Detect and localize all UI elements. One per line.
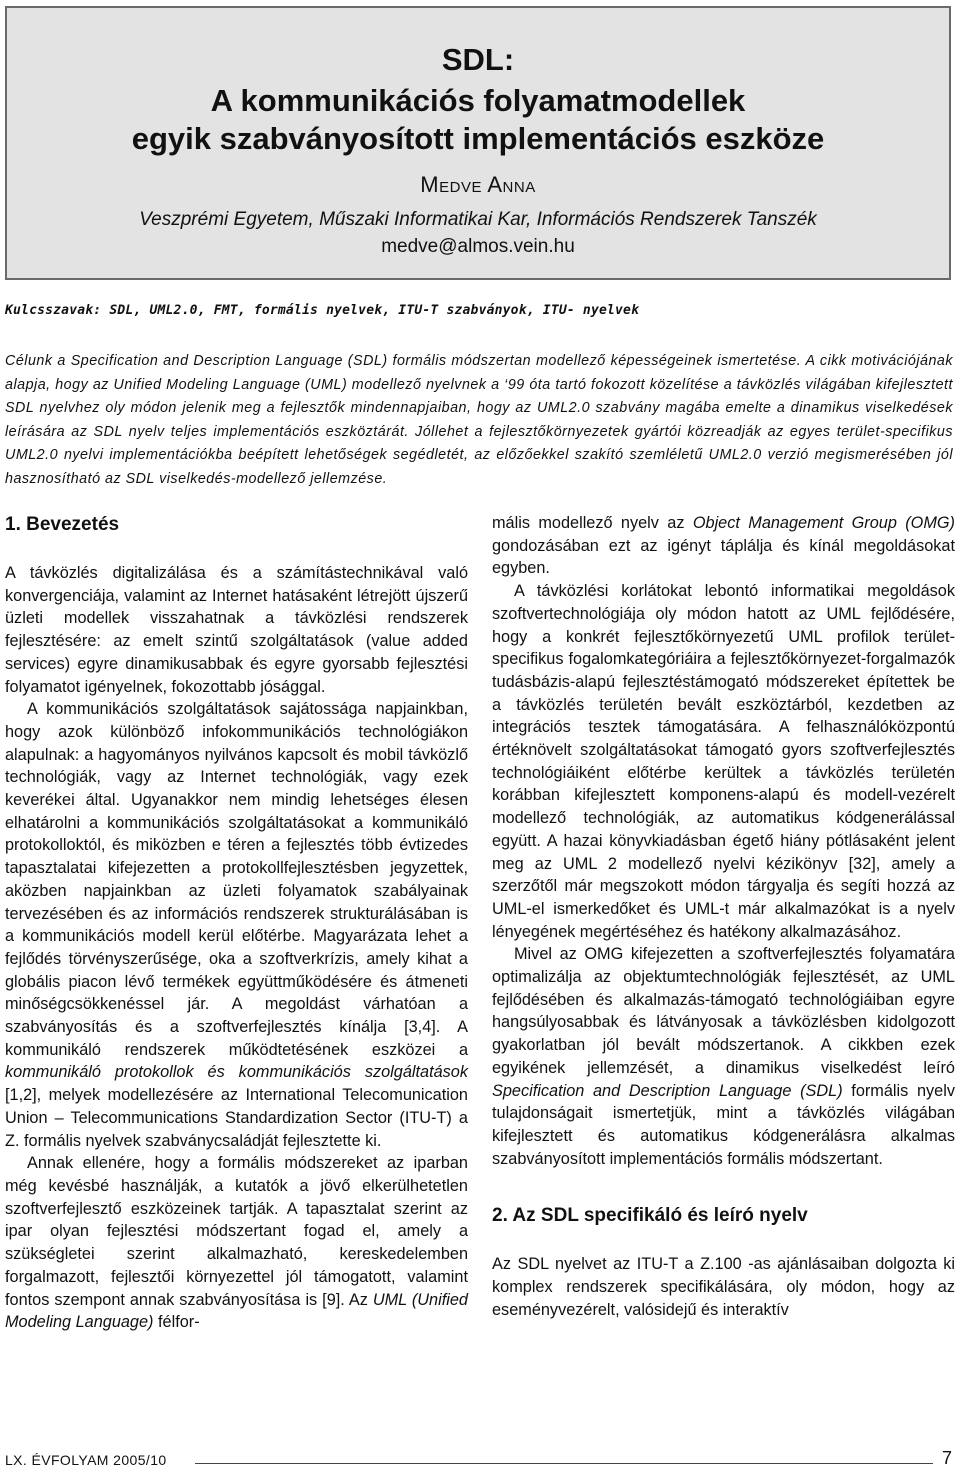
paragraph-text: félfor- [153, 1313, 200, 1332]
paragraph [492, 943, 955, 1170]
paper-title-line-2: A kommunikációs folyamatmodellek [210, 83, 746, 118]
paragraph-text: gondozásában ezt az igényt táplálja és kínál megoldásokat egyben. [492, 536, 955, 578]
paragraph: A távközlés digitalizálása és a számítástechnikával való konvergenciája, valamint az Internet hatásaként létrejött újszerű üzleti modellek visszahatnak a távközlési rendszerek fejlesztésére: az emelt szintű szolgáltatások (value added services) egyre dinamikusabbak és egyre gyorsabb fejlesztési folyamatot igényelnek, fokozottabb jósággal. [5, 564, 468, 696]
journal-issue: LX. ÉVFOLYAM 2005/10 [5, 1452, 167, 1468]
author-name: Medve Anna [420, 172, 536, 197]
footer-rule [195, 1463, 933, 1464]
paragraph-text: Mivel az OMG kifejezetten a szoftverfejlesztés folyamatára optimalizálja az objektumtechnológiák fejlesztését, az UML fejlődésében és alkalmazás-támogató technológiáiban egyre hangsúlyosabbak és látványosak a távközlésben kidolgozott gyakorlatban jól bevált módszertanok. A cikkben ezek egyikének jellemzését, a dinamikus viselkedést leíró [492, 945, 955, 1077]
paragraph [492, 512, 955, 580]
section-1-heading: 1. Bevezetés [5, 514, 120, 535]
paragraph-text: A kommunikációs szolgáltatások sajátossága napjainkban, hogy azok különböző infokommunikációs technológiákon alapulnak: a hagyományos nyilvános kapcsolt és mobil távközlő technológiák, vagy az Internet technológiák, vagy ezek keverékei által. Ugyanakkor nem mindig lehetséges élesen elhatárolni a kommunikációs szolgáltatásokat a kommunikáló protokolloktól, és miközben e téren a fejlesztés több évtizedes tapasztalatai kifejezetten a protokollfejlesztésben jegyzettek, aközben napjainkban az üzleti folyamatok szabályainak tervezésében és az információs rendszerek strukturálásában is a kommunikációs modell kerül előtérbe. Magyarázata lehet a fejlődés törvényszerűsége, oka a szoftverkrízis, amely kihat a globális piacon lévő termékek együttműködésére és átmeneti minőségcsökkenéssel jár. A megoldást várhatóan a szabványosítás és a szoftverfejlesztés kínálja [3,4]. A kommunikáló rendszerek működtetésének eszközei a [5, 700, 468, 1059]
paragraph: Az SDL nyelvet az ITU-T a Z.100 -as ajánlásaiban dolgozta ki komplex rendszerek specifikálására, oly módon, hogy az eseményvezérelt, valósidejű és interaktív [492, 1255, 955, 1319]
right-column [492, 512, 955, 1322]
paper-title-line-3: egyik szabványosított implementációs eszköze [131, 121, 825, 156]
paragraph: A távközlési korlátokat lebontó informatikai megoldások szoftvertechnológiája oly módon hatott az UML fejlődésére, hogy a konkrét fejlesztőkörnyezetű UML profilok terület-specifikus fogalomkategóriáira a fejlesztőkörnyezet-forgalmazók tudásbázis-alapú fejlesztéstámogató módszereket építettek be a távközlés területén bevált eszköztárból, kezdetben az integrációs tesztek támogatására. A felhasználóközpontú értéknövelt szolgáltatásokat támogató gyors szoftverfejlesztés technológiáiként előtérbe kerültek a távközlés területén korábban kifejlesztett komponens-alapú és modell-vezérelt modellező technológiák, az automatikus kódgenerálással együtt. A hazai könyvkiadásban égető hiány pótlásaként jelent meg az UML 2 modellező nyelvi kézikönyv [32], amely a szerzőtől már megszokott módon tárgyalja és segíti hozzá az UML-el ismerkedőket és UML-t már alkalmazókat is a nyelv lényegének megértéséhez és hatékony alkalmazásához. [492, 582, 955, 941]
keywords: Kulcsszavak: SDL, UML2.0, FMT, formális nyelvek, ITU-T szabványok, ITU- nyelvek [5, 303, 640, 318]
abstract: Célunk a Specification and Description Language (SDL) formális módszertan modellező képességeinek ismertetése. A cikk motivációjának alapja, hogy az Unified Modeling Language (UML) modellező nyelvnek a ‘99 óta tartó fokozott közelítése a távközlés világában kifejlesztett SDL nyelvhez oly módon jelenik meg a fejlesztők mindennapjaiban, hogy az UML2.0 szabvány magába emelte a dinamikus viselkedések leírására az SDL nyelv teljes implementációs eszköztárát. Jóllehet a fejlesztőkörnyezetek gyártói közreadják az egyes terület-specifikus UML2.0 nyelvi implementációkba beépített lehetőségek segédletét, az előzőekkel szakító szemléletű UML2.0 verzió megismerésében jól hasznosítható az SDL viselkedés-modellező jellemzése. [5, 353, 953, 487]
paragraph-emphasis: Specification and Description Language (SDL) [492, 1081, 843, 1100]
paragraph-emphasis: kommunikáló protokollok és kommunikációs szolgáltatások [5, 1063, 468, 1082]
author-affiliation: Veszprémi Egyetem, Műszaki Informatikai Kar, Információs Rendszerek Tanszék [139, 209, 817, 230]
paragraph-text: Annak ellenére, hogy a formális módszereket az iparban még kevésbé használják, a kutatók a jövő elkerülhetetlen szoftverfejlesztő eszközeinek tartják. A tapasztalat szerint az ipar olyan fejlesztési módszertant fogad el, amely a szükségletei szerint alkalmazható, kereskedelemben forgalmazott, fejlesztői környezettel jól támogatott, valamint fontos szempont annak szabványosítása is [9]. Az [5, 1154, 468, 1309]
section-2-heading: 2. Az SDL specifikáló és leíró nyelv [492, 1205, 808, 1227]
paragraph-text: formális nyelv tulajdonságait ismertetjük, mint a távközlés világában kifejlesztett és automatikus kódgenerálásra alkalmas szabványosított implementációs formális módszertant. [492, 1081, 955, 1168]
paragraph [5, 1152, 468, 1334]
paragraph [5, 698, 468, 1152]
paragraph-emphasis: UML (Unified Modeling Language) [5, 1290, 468, 1332]
page-number: 7 [941, 1448, 952, 1468]
paragraph-text: [1,2], melyek modellezésére az International Telecomunication Union – Telecommunications Standardization Sector (ITU-T) a Z. formális nyelvek szabványcsaládját fejlesztette ki. [5, 1086, 468, 1150]
paragraph-emphasis: Object Management Group (OMG) [692, 514, 955, 532]
left-column [5, 512, 468, 1334]
page-footer [5, 1448, 955, 1472]
paragraph-text: mális modellező nyelv az [492, 514, 693, 532]
title-box [5, 6, 951, 280]
paper-title-line-1: SDL: [441, 42, 515, 77]
author-email: medve@almos.vein.hu [381, 236, 575, 257]
